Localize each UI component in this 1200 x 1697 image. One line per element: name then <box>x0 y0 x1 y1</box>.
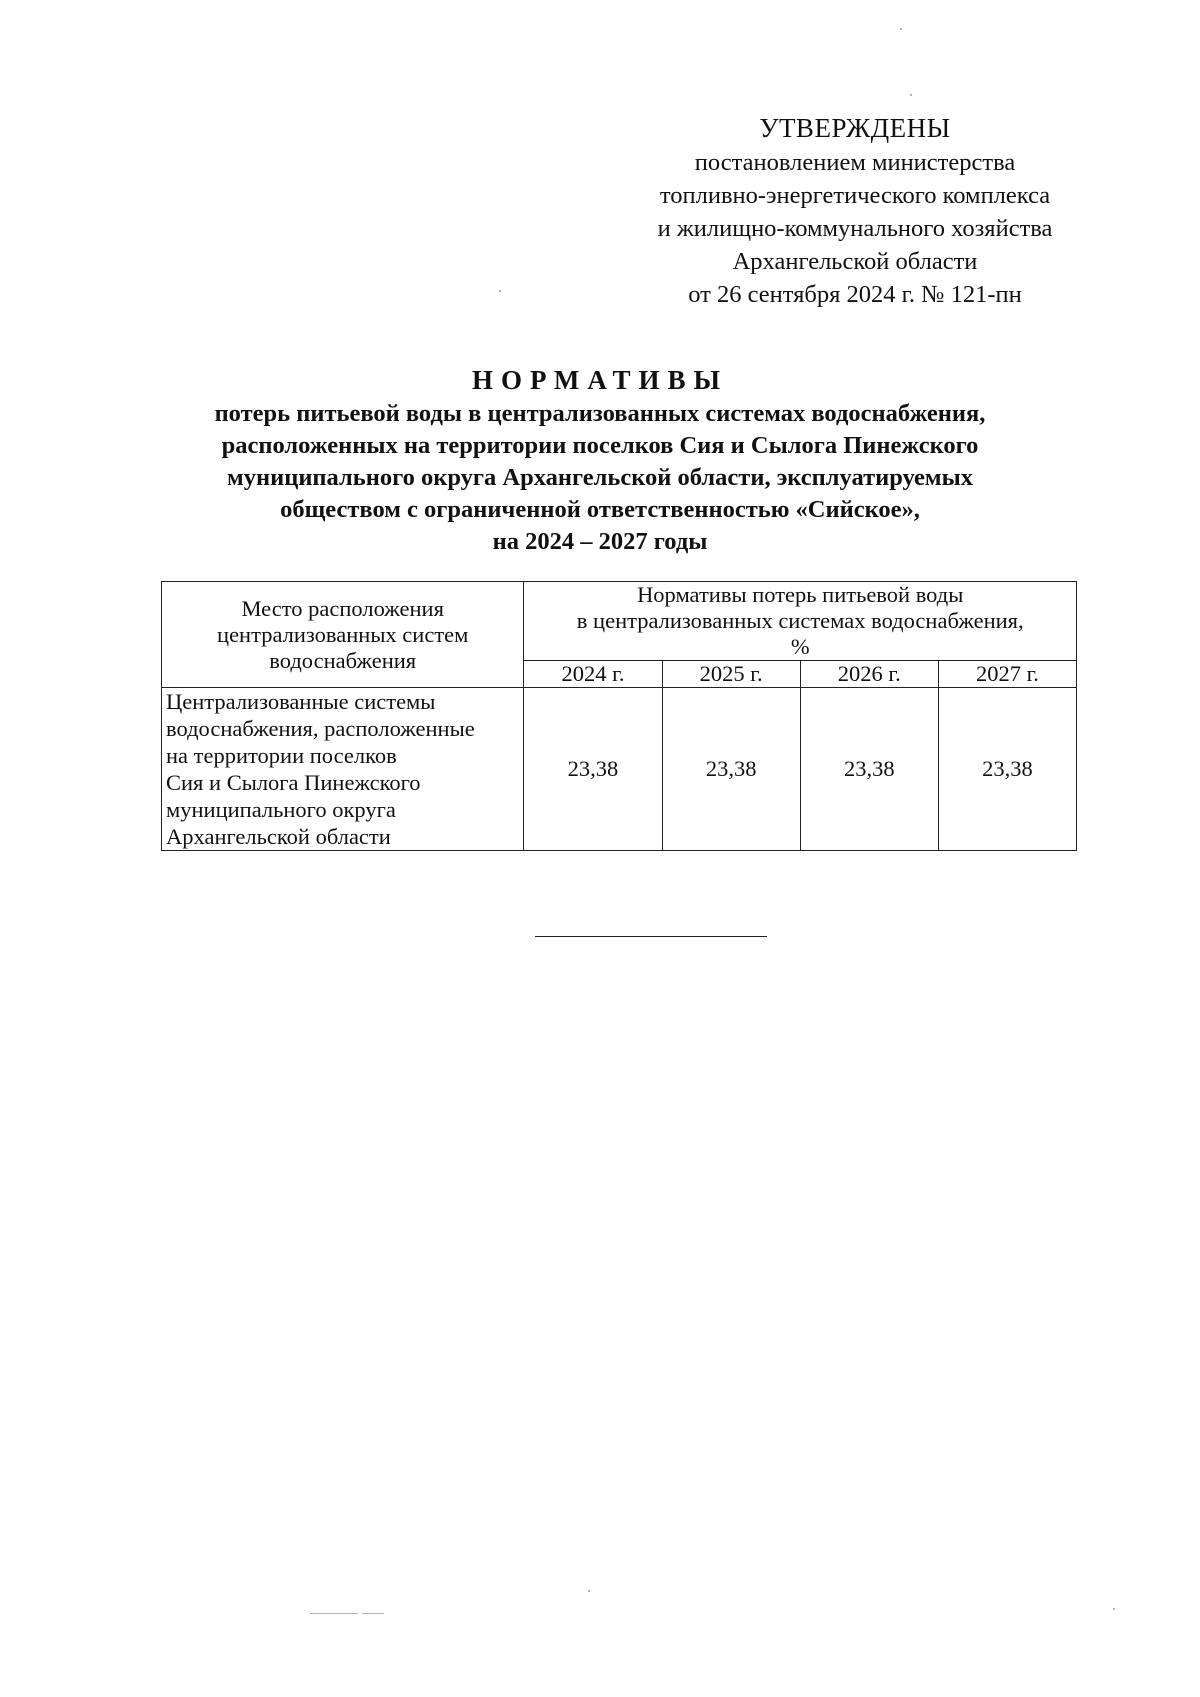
document-subtitle-line: обществом с ограниченной ответственностью «Сийское», <box>280 496 920 523</box>
approval-block <box>600 110 1110 311</box>
place-text-line: муниципального округа <box>166 797 396 822</box>
header-text-line: Место расположения <box>241 595 444 621</box>
place-cell <box>162 688 524 851</box>
scan-speck <box>910 94 912 96</box>
value-cell-2025: 23,38 <box>662 688 800 851</box>
place-text-line: водоснабжения, расположенные <box>166 716 475 741</box>
scan-mark <box>362 1613 384 1614</box>
scan-speck <box>900 28 902 30</box>
document-subtitle-line: расположенных на территории поселков Сия и Сылога Пинежского <box>221 432 979 459</box>
end-of-document-rule <box>535 936 767 937</box>
table-header-row <box>162 582 1077 661</box>
header-text-line: водоснабжения <box>269 647 417 673</box>
place-text-line: на территории поселков <box>166 743 397 768</box>
value-cell-2024: 23,38 <box>524 688 662 851</box>
approval-line: и жилищно-коммунального хозяйства <box>657 215 1053 242</box>
scan-speck <box>499 290 501 292</box>
norms-table <box>161 581 1077 851</box>
header-text-line: Нормативы потерь питьевой воды <box>637 582 964 607</box>
scan-speck <box>1113 1608 1115 1610</box>
place-text-line: Сия и Сылога Пинежского <box>166 770 421 795</box>
approval-title: УТВЕРЖДЕНЫ <box>759 113 951 143</box>
approval-line: Архангельской области <box>732 248 978 275</box>
value-cell-2027: 23,38 <box>938 688 1076 851</box>
table-row <box>162 688 1077 851</box>
year-header-2025: 2025 г. <box>662 661 800 688</box>
approval-line: постановлением министерства <box>694 149 1016 176</box>
header-text-line: % <box>790 634 810 659</box>
approval-line: топливно-энергетического комплекса <box>659 182 1051 209</box>
value-cell-2026: 23,38 <box>800 688 938 851</box>
document-subtitle-line: потерь питьевой воды в централизованных системах водоснабжения, <box>214 400 986 427</box>
year-header-2026: 2026 г. <box>800 661 938 688</box>
document-subtitle-line: на 2024 – 2027 годы <box>492 528 708 555</box>
place-text-line: Централизованные системы <box>166 689 436 714</box>
document-subtitle-line: муниципального округа Архангельской области, эксплуатируемых <box>227 464 973 491</box>
place-column-header <box>162 582 524 688</box>
document-title: НОРМАТИВЫ <box>471 365 729 395</box>
year-header-2024: 2024 г. <box>524 661 662 688</box>
year-header-2027: 2027 г. <box>938 661 1076 688</box>
document-heading <box>100 362 1100 558</box>
scan-mark <box>310 1613 358 1614</box>
header-text-line: в централизованных системах водоснабжения, <box>576 608 1024 633</box>
norms-column-header <box>524 582 1077 661</box>
scan-speck <box>588 1590 590 1592</box>
place-text-line: Архангельской области <box>166 824 391 849</box>
header-text-line: централизованных систем <box>217 621 469 647</box>
approval-date-line: от 26 сентября 2024 г. № 121-пн <box>688 281 1022 308</box>
